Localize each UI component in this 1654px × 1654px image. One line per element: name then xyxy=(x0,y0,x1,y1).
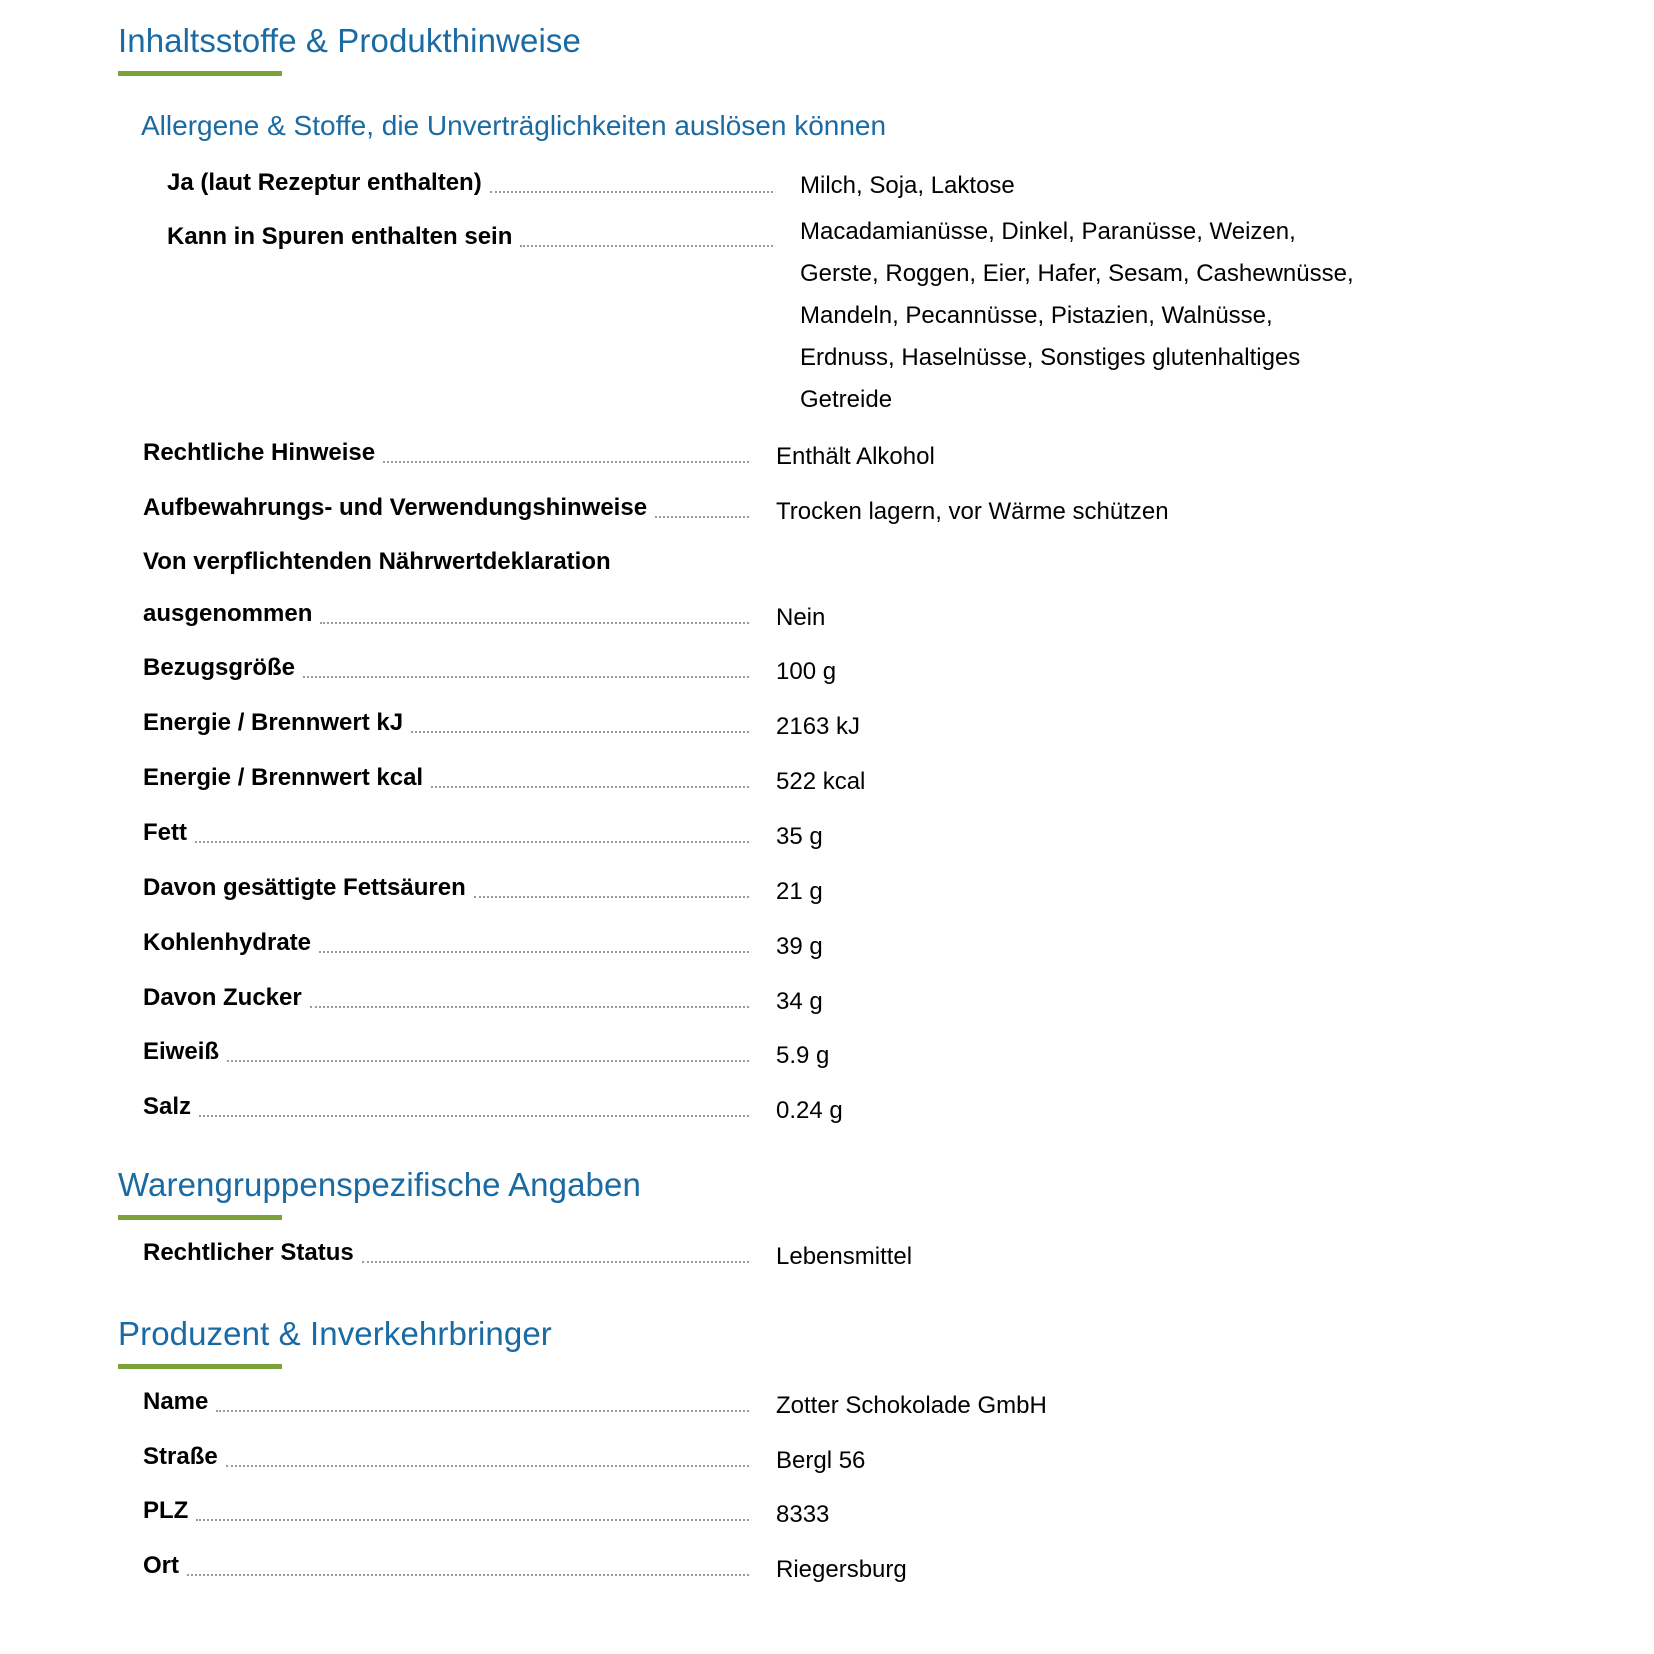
row-value: Zotter Schokolade GmbH xyxy=(776,1392,1047,1419)
producer-row xyxy=(143,1386,749,1426)
product-row xyxy=(143,872,749,912)
section-title-underline xyxy=(118,1215,282,1220)
product-row xyxy=(143,598,749,638)
dot-leader xyxy=(196,1517,749,1521)
product-row xyxy=(143,817,749,857)
row-value: 39 g xyxy=(776,933,823,960)
section-title-ingredients: Inhaltsstoffe & Produkthinweise xyxy=(118,22,581,59)
row-value: Macadamianüsse, Dinkel, Paranüsse, Weizen, Gerste, Roggen, Eier, Hafer, Sesam, Cashewnüsse, Mandeln, Pecannüsse, Pistazien, Walnüsse, Erdnuss, Haselnüsse, Sonstiges glutenhaltiges Getreide xyxy=(800,218,1354,413)
row-label: Kann in Spuren enthalten sein xyxy=(167,223,513,250)
row-label: Kohlenhydrate xyxy=(143,929,312,956)
dot-leader xyxy=(362,1259,749,1263)
row-value: 100 g xyxy=(776,658,837,685)
row-value: 5.9 g xyxy=(776,1042,830,1069)
row-value: 34 g xyxy=(776,988,823,1015)
dot-leader xyxy=(474,894,749,898)
product-row xyxy=(143,1036,749,1076)
row-label: Eiweiß xyxy=(143,1038,220,1065)
row-label: PLZ xyxy=(143,1497,189,1524)
row-label: Bezugsgröße xyxy=(143,654,296,681)
row-value: Enthält Alkohol xyxy=(776,443,935,470)
product-row xyxy=(143,762,749,802)
dot-leader xyxy=(199,1113,749,1117)
section-title-producer: Produzent & Inverkehrbringer xyxy=(118,1315,552,1352)
product-row xyxy=(143,927,749,967)
allergen-row-traces xyxy=(167,221,773,261)
producer-row xyxy=(143,1441,749,1481)
dot-leader xyxy=(216,1408,749,1412)
row-label: Rechtliche Hinweise xyxy=(143,439,376,466)
dot-leader xyxy=(187,1572,749,1576)
row-label: Davon Zucker xyxy=(143,984,302,1011)
dot-leader xyxy=(411,729,749,733)
row-label: Straße xyxy=(143,1443,218,1470)
dot-leader xyxy=(195,839,749,843)
product-row xyxy=(143,437,749,477)
row-value: 35 g xyxy=(776,823,823,850)
row-label: Aufbewahrungs- und Verwendungshinweise xyxy=(143,494,648,521)
row-value: Riegersburg xyxy=(776,1556,907,1583)
row-value: 2163 kJ xyxy=(776,713,861,740)
row-label: Ja (laut Rezeptur enthalten) xyxy=(167,169,482,196)
row-value: 21 g xyxy=(776,878,823,905)
row-value: 522 kcal xyxy=(776,768,866,795)
dot-leader xyxy=(383,459,749,463)
row-value: Milch, Soja, Laktose xyxy=(800,172,1015,199)
product-row xyxy=(143,1091,749,1131)
section-title-underline xyxy=(118,71,282,76)
dot-leader xyxy=(319,949,749,953)
row-label: Ort xyxy=(143,1552,179,1579)
dot-leader xyxy=(226,1463,749,1467)
row-value: Nein xyxy=(776,604,826,631)
row-label: Name xyxy=(143,1388,209,1415)
product-row xyxy=(143,982,749,1022)
group-row-status xyxy=(143,1237,749,1277)
dot-leader xyxy=(320,620,749,624)
row-label: Energie / Brennwert kJ xyxy=(143,709,404,736)
section-title-group: Warengruppenspezifische Angaben xyxy=(118,1166,641,1203)
row-label: ausgenommen xyxy=(143,600,313,627)
dot-leader xyxy=(227,1058,749,1062)
dot-leader xyxy=(490,189,773,193)
product-row xyxy=(143,707,749,747)
row-label: Rechtlicher Status xyxy=(143,1239,354,1266)
row-label: Energie / Brennwert kcal xyxy=(143,764,424,791)
product-row xyxy=(143,652,749,692)
dot-leader xyxy=(431,784,749,788)
row-label: Salz xyxy=(143,1093,192,1120)
dot-leader xyxy=(655,514,749,518)
section-title-underline xyxy=(118,1364,282,1369)
row-value: 0.24 g xyxy=(776,1097,843,1124)
producer-row xyxy=(143,1495,749,1535)
subsection-title-allergens: Allergene & Stoffe, die Unverträglichkeiten auslösen können xyxy=(141,110,887,141)
row-value: Trocken lagern, vor Wärme schützen xyxy=(776,498,1169,525)
dot-leader xyxy=(310,1004,749,1008)
row-label: Davon gesättigte Fettsäuren xyxy=(143,874,466,901)
row-label: Fett xyxy=(143,819,187,846)
row-value: 8333 xyxy=(776,1501,830,1528)
dot-leader xyxy=(303,674,749,678)
row-value: Bergl 56 xyxy=(776,1447,866,1474)
product-row xyxy=(143,492,749,532)
dot-leader xyxy=(520,243,773,247)
allergen-row-contained xyxy=(167,167,773,207)
row-label-line1: Von verpflichtenden Nährwertdeklaration xyxy=(143,548,611,575)
row-value: Lebensmittel xyxy=(776,1243,913,1270)
producer-row xyxy=(143,1550,749,1590)
